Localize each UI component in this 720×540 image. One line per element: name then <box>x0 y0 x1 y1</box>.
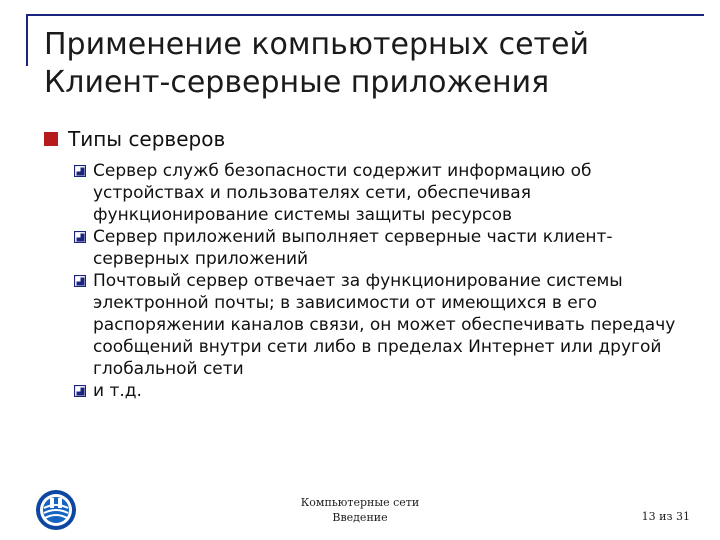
bullet-level1 <box>44 124 694 154</box>
footer-page-number: 13 из 31 <box>641 510 690 523</box>
slide-title <box>44 26 704 102</box>
list-item-text: и т.д. <box>93 381 142 401</box>
footer-course: Компьютерные сети <box>300 496 420 509</box>
list-item-text: Сервер служб безопасности содержит информацию об устройствах и пользователях сети, обеспечивая функционирование системы защиты ресурсов <box>93 161 592 225</box>
title-line-2: Клиент-серверные приложения <box>44 65 550 100</box>
list-item <box>74 380 694 402</box>
list-item-text: Почтовый сервер отвечает за функционирование системы электронной почты; в зависимости от имеющихся в его распоряжении каналов связи, он может обеспечивать передачу сообщений внутри сети либо в пределах Интернет или другой глобальной сети <box>93 271 676 379</box>
title-frame-top <box>26 14 704 16</box>
slide-content <box>44 124 694 402</box>
list-item <box>74 270 694 380</box>
title-line-1: Применение компьютерных сетей <box>44 27 589 62</box>
checkbox-bullet-icon <box>74 275 86 287</box>
footer-course-info <box>280 495 440 525</box>
checkbox-bullet-icon <box>74 385 86 397</box>
bullet-level1-text: Типы серверов <box>68 127 226 151</box>
list-item <box>74 226 694 270</box>
footer-section: Введение <box>332 511 388 524</box>
title-frame-left <box>26 14 28 66</box>
sub-bullet-list <box>74 160 694 402</box>
checkbox-bullet-icon <box>74 231 86 243</box>
list-item-text: Сервер приложений выполняет серверные части клиент-серверных приложений <box>93 227 613 269</box>
list-item <box>74 160 694 226</box>
university-logo-icon <box>34 488 78 532</box>
checkbox-bullet-icon <box>74 165 86 177</box>
square-bullet-icon <box>44 132 58 146</box>
